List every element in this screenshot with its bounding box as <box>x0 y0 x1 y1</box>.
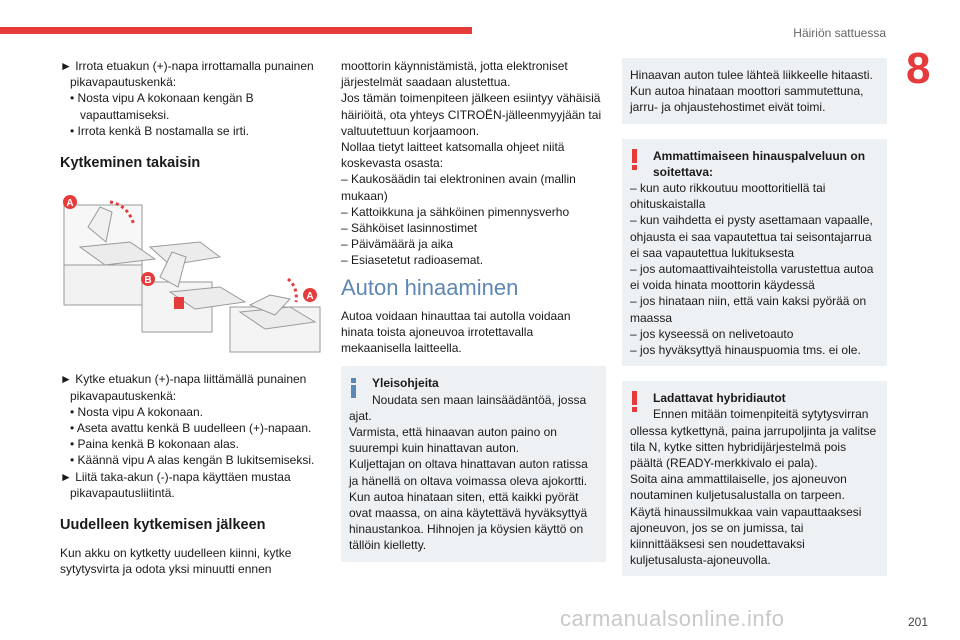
top-accent-bar <box>0 27 472 34</box>
step-item: • Nosta vipu A kokonaan kengän B vapauttamiseksi. <box>70 91 254 122</box>
step-item: • Nosta vipu A kokonaan. <box>70 404 203 419</box>
warning-icon <box>632 391 637 412</box>
warning-box-text: Ennen mitään toimenpiteitä sytytysvirran ollessa kytkettynä, paina jarrupoljinta ja valitse tila N, kytke sitten hybridijärjestelmä pois päältä (READY-merkkivalo ei pala). Soita aina ammattilaiselle, jos ajoneuvon noutaminen kuljetusalustalla on tarpeen. Käytä hinaussilmukkaa vain vapauttaaksesi ajoneuvon, jos se on jumissa, tai kiinnittääksesi sen noudettavaksi kuljetusalusta-ajoneuvolla. <box>630 407 877 568</box>
watermark: carmanualsonline.info <box>560 606 785 631</box>
info-box-title: Yleisohjeita <box>372 376 439 391</box>
section-heading-towing: Auton hinaaminen <box>341 274 519 300</box>
note-box-text: Hinaavan auton tulee lähteä liikkeelle hitaasti. Kun autoa hinataan moottori sammutettuna, jarru- ja ohjaustehostimet eivät toimi. <box>630 68 873 115</box>
column-1 <box>60 58 325 578</box>
info-box-text: Noudata sen maan lainsäädäntöä, jossa ajat. Varmista, että hinaavan auton paino on suurempi kuin hinattavan auton. Kuljettajan on oltava hinattavan auton ratissa ja hänellä on oltava voimassa oleva ajokortti. Kun autoa hinataan siten, että kaikki pyörät ovat maassa, on aina käytettävä hyväksyttyä hinaustankoa. Hihnojen ja köysien käyttö on tällöin kielletty. <box>349 392 588 553</box>
warning-box-title: Ladattavat hybridiautot <box>653 391 786 406</box>
warning-icon <box>632 149 637 170</box>
callout-label-a: A <box>66 198 74 210</box>
warning-box-hybrid <box>622 381 887 576</box>
warning-list-item: – kun auto rikkoutuu moottoritiellä tai ohituskaistalla <box>630 181 826 212</box>
reset-list-item: – Kattoikkuna ja sähköinen pimennysverho <box>341 204 570 219</box>
continued-text: moottorin käynnistämistä, jotta elektroniset järjestelmät saadaan alustettua. Jos tämän toimenpiteen jälkeen esiintyy vähäisiä häiriöitä, ota yhteys CITROËN-jälleenmyyjään tai valtuutettuun korjaamoon. Nollaa tietyt laitteet katsomalla ohjeet niitä koskevasta osasta: <box>341 59 602 171</box>
warning-list-item: – kun vaihdetta ei pysty asettamaan vapaalle, ohjausta ei saa vapautettua tai seisontajarrua ei saa vapautettua lukituksesta <box>630 213 873 260</box>
section-text: Kun akku on kytketty uudelleen kiinni, kytke sytytysvirta ja odota yksi minuutti ennen <box>60 546 292 577</box>
step-item: • Irrota kenkä B nostamalla se irti. <box>70 123 249 138</box>
callout-label-b: B <box>144 275 152 287</box>
running-header: Häiriön sattuessa <box>793 26 886 40</box>
chapter-number: 8 <box>906 44 931 93</box>
reset-list-item: – Kaukosäädin tai elektroninen avain (mallin mukaan) <box>341 172 576 203</box>
section-title-reconnect: Kytkeminen takaisin <box>60 155 201 172</box>
info-icon <box>351 378 356 398</box>
towing-intro: Autoa voidaan hinauttaa tai autolla voidaan hinata toista ajoneuvoa irrotettavalla mekaanisella laitteella. <box>341 308 571 356</box>
warning-list-item: – jos hinataan niin, että vain kaksi pyörää on maassa <box>630 294 867 325</box>
note-box-towing-start <box>622 58 887 124</box>
column-2 <box>341 58 606 577</box>
warning-box-title: Ammattimaiseen hinauspalveluun on soitettava: <box>653 148 866 179</box>
column-3 <box>622 58 887 591</box>
reset-list-item: – Päivämäärä ja aika <box>341 237 454 252</box>
battery-clamp-illustration <box>60 187 325 357</box>
step-item: • Paina kenkä B kokonaan alas. <box>70 437 239 452</box>
step-disconnect: ► Irrota etuakun (+)-napa irrottamalla punainen pikavapautuskenkä: <box>60 59 314 90</box>
reset-list-item: – Esiasetetut radioasemat. <box>341 253 484 268</box>
section-title-after-reconnect: Uudelleen kytkemisen jälkeen <box>60 517 266 534</box>
info-box-general <box>341 366 606 561</box>
step-connect: ► Kytke etuakun (+)-napa liittämällä punainen pikavapautuskenkä: <box>60 372 307 403</box>
warning-list-item: – jos hyväksyttyä hinauspuomia tms. ei ole. <box>630 343 861 358</box>
warning-box-professional <box>622 139 887 367</box>
warning-list-item: – jos kyseessä on nelivetoauto <box>630 326 794 341</box>
page-number: 201 <box>908 615 929 629</box>
reset-list-item: – Sähköiset lasinnostimet <box>341 221 478 236</box>
step-item: • Käännä vipu A alas kengän B lukitsemiseksi. <box>70 453 315 468</box>
warning-list-item: – jos automaattivaihteistolla varustettua autoa ei voida hinata moottorin käydessä <box>630 262 874 293</box>
step-item: • Aseta avattu kenkä B uudelleen (+)-napaan. <box>70 421 312 436</box>
callout-label-a: A <box>306 291 314 303</box>
step-rear-battery: ► Liitä taka-akun (-)-napa käyttäen mustaa pikavapautusliitintä. <box>60 469 291 500</box>
